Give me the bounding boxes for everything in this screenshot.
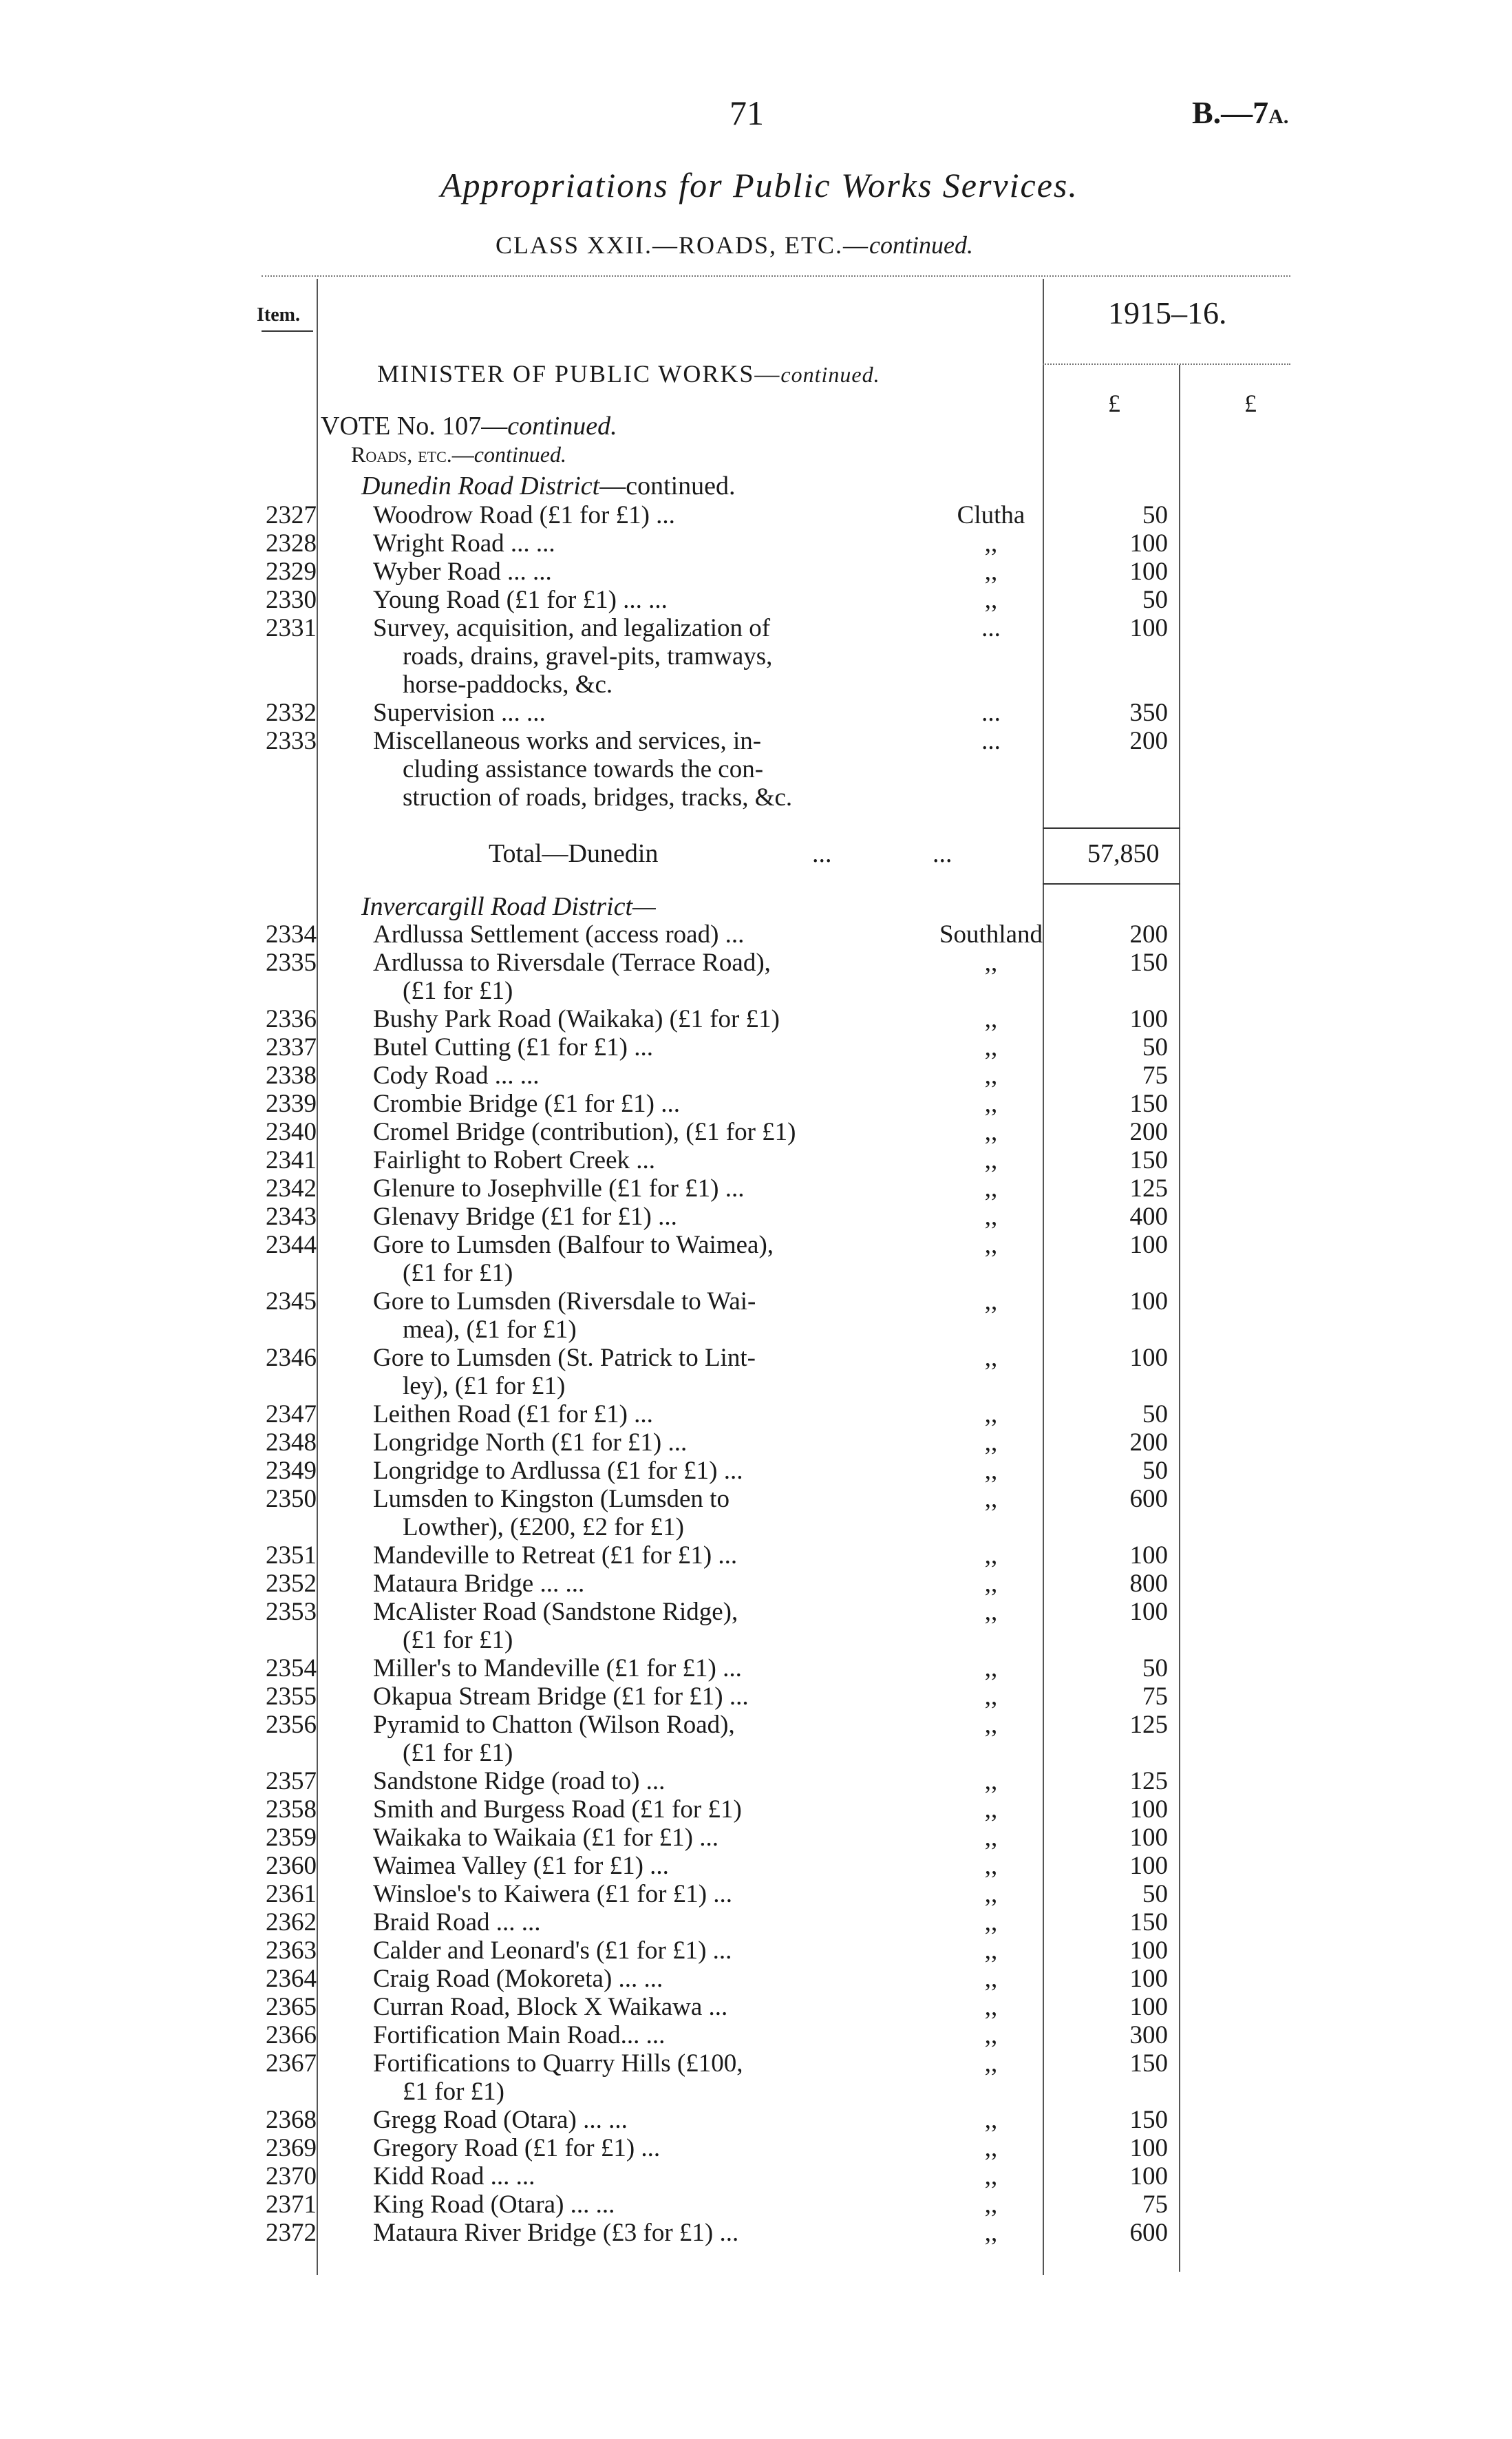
- total-amount: 57,850: [1087, 839, 1160, 868]
- item-number: 2329: [266, 558, 317, 586]
- item-description: Curran Road, Block X Waikawa ...: [373, 1993, 728, 2021]
- invercargill-district-heading: [361, 891, 656, 922]
- table-row: [0, 2190, 1512, 2219]
- county: ,,: [984, 1767, 998, 1795]
- item-description: Bushy Park Road (Waikaka) (£1 for £1): [373, 1005, 780, 1033]
- item-number: 2360: [266, 1852, 317, 1880]
- roads-subheading: [351, 442, 566, 467]
- item-number: 2348: [266, 1428, 317, 1457]
- table-row: [0, 1598, 1512, 1626]
- county: Southland: [939, 920, 1043, 949]
- county: ,,: [984, 2190, 998, 2219]
- item-description: Supervision ... ...: [373, 699, 546, 727]
- total-top-rule: [1043, 827, 1180, 829]
- amount: 150: [1129, 2106, 1168, 2134]
- county: ,,: [984, 1570, 998, 1598]
- table-row: [0, 1654, 1512, 1682]
- item-description-cont: cluding assistance towards the con-: [403, 755, 764, 783]
- county: ,,: [984, 2162, 998, 2190]
- county: ,,: [984, 1231, 998, 1259]
- item-description-cont: (£1 for £1): [403, 977, 513, 1005]
- amount: 50: [1142, 1880, 1168, 1908]
- item-description: Gore to Lumsden (St. Patrick to Lint-: [373, 1344, 756, 1372]
- item-number: 2331: [266, 614, 317, 642]
- item-description: Gore to Lumsden (Riversdale to Wai-: [373, 1287, 756, 1316]
- total-label: Total—Dunedin: [489, 839, 659, 868]
- document-reference: [1192, 94, 1288, 131]
- table-row: [0, 699, 1512, 727]
- amount: 125: [1129, 1711, 1168, 1739]
- pound-column-1-header: £: [1108, 390, 1120, 417]
- item-number: 2328: [266, 529, 317, 558]
- county: ,,: [984, 1005, 998, 1033]
- county: ,,: [984, 1795, 998, 1824]
- table-row: [0, 2219, 1512, 2247]
- county: ,,: [984, 1287, 998, 1316]
- item-description: Wyber Road ... ...: [373, 558, 552, 586]
- table-row: [0, 1090, 1512, 1118]
- amount: 200: [1129, 920, 1168, 949]
- item-description-cont: ley), (£1 for £1): [403, 1372, 566, 1400]
- amount: 600: [1129, 2219, 1168, 2247]
- item-description: Mandeville to Retreat (£1 for £1) ...: [373, 1541, 738, 1570]
- item-description: Mataura River Bridge (£3 for £1) ...: [373, 2219, 739, 2247]
- item-description: Cody Road ... ...: [373, 1062, 540, 1090]
- item-description: Miscellaneous works and services, in-: [373, 727, 762, 755]
- county: ...: [981, 699, 1001, 727]
- amount: 50: [1142, 1033, 1168, 1062]
- county: ,,: [984, 2106, 998, 2134]
- item-number: 2355: [266, 1682, 317, 1711]
- item-description: Fortifications to Quarry Hills (£100,: [373, 2049, 743, 2078]
- item-description-cont: (£1 for £1): [403, 1626, 513, 1654]
- county: ,,: [984, 1711, 998, 1739]
- table-row: [0, 949, 1512, 977]
- item-description-cont: (£1 for £1): [403, 1739, 513, 1767]
- amount: 125: [1129, 1767, 1168, 1795]
- table-row: [0, 1936, 1512, 1965]
- item-number: 2342: [266, 1174, 317, 1203]
- amount: 75: [1142, 2190, 1168, 2219]
- item-description: Young Road (£1 for £1) ... ...: [373, 586, 668, 614]
- table-row: [0, 2049, 1512, 2078]
- amount: 100: [1129, 1936, 1168, 1965]
- item-number: 2368: [266, 2106, 317, 2134]
- county: ,,: [984, 529, 998, 558]
- total-leader-dots: ...: [933, 839, 952, 868]
- table-row: [0, 1400, 1512, 1428]
- county: ,,: [984, 1682, 998, 1711]
- class-heading-cont: continued.: [869, 231, 974, 259]
- total-bottom-rule: [1043, 883, 1180, 885]
- item-description: Gore to Lumsden (Balfour to Waimea),: [373, 1231, 774, 1259]
- item-number: 2358: [266, 1795, 317, 1824]
- county: ,,: [984, 1457, 998, 1485]
- item-description: Ardlussa to Riversdale (Terrace Road),: [373, 949, 771, 977]
- county: ,,: [984, 1485, 998, 1513]
- item-description: Cromel Bridge (contribution), (£1 for £1): [373, 1118, 796, 1146]
- item-number: 2361: [266, 1880, 317, 1908]
- county: ,,: [984, 1852, 998, 1880]
- county: ,,: [984, 1400, 998, 1428]
- page-number: 71: [730, 94, 764, 132]
- table-row: [0, 1033, 1512, 1062]
- item-number: 2354: [266, 1654, 317, 1682]
- county: ,,: [984, 558, 998, 586]
- amount: 150: [1129, 1090, 1168, 1118]
- table-row: [0, 1146, 1512, 1174]
- table-row: [0, 920, 1512, 949]
- table-row: [0, 558, 1512, 586]
- amount: 50: [1142, 501, 1168, 529]
- amount: 400: [1129, 1203, 1168, 1231]
- item-number: 2357: [266, 1767, 317, 1795]
- item-column-header: Item.: [257, 304, 300, 326]
- item-description: Leithen Road (£1 for £1) ...: [373, 1400, 653, 1428]
- table-row: [0, 1682, 1512, 1711]
- amount: 75: [1142, 1682, 1168, 1711]
- table-row: [0, 1231, 1512, 1259]
- item-description: Crombie Bridge (£1 for £1) ...: [373, 1090, 680, 1118]
- table-row: [0, 1062, 1512, 1090]
- table-row: [0, 2162, 1512, 2190]
- table-row: [0, 1344, 1512, 1372]
- amount: 100: [1129, 1287, 1168, 1316]
- amount: 50: [1142, 586, 1168, 614]
- header-rule: [262, 275, 1290, 277]
- item-number: 2363: [266, 1936, 317, 1965]
- item-description: Ardlussa Settlement (access road) ...: [373, 920, 745, 949]
- item-description-cont: £1 for £1): [403, 2078, 504, 2106]
- year-underline: [1043, 363, 1290, 365]
- county: ,,: [984, 1654, 998, 1682]
- amount: 100: [1129, 1231, 1168, 1259]
- county: ,,: [984, 1824, 998, 1852]
- item-number: 2327: [266, 501, 317, 529]
- county: ,,: [984, 1118, 998, 1146]
- table-row: [0, 2134, 1512, 2162]
- item-number: 2371: [266, 2190, 317, 2219]
- item-number: 2359: [266, 1824, 317, 1852]
- item-description: Glenavy Bridge (£1 for £1) ...: [373, 1203, 677, 1231]
- item-description: Braid Road ... ...: [373, 1908, 541, 1936]
- table-row: [0, 1908, 1512, 1936]
- item-description: Winsloe's to Kaiwera (£1 for £1) ...: [373, 1880, 733, 1908]
- table-row: [0, 1570, 1512, 1598]
- county: ,,: [984, 1880, 998, 1908]
- table-row: [0, 1485, 1512, 1513]
- amount: 100: [1129, 1541, 1168, 1570]
- table-row: [0, 1457, 1512, 1485]
- item-description: Gregory Road (£1 for £1) ...: [373, 2134, 661, 2162]
- county: ,,: [984, 1541, 998, 1570]
- item-number: 2365: [266, 1993, 317, 2021]
- table-row: [0, 1767, 1512, 1795]
- table-row: [0, 1541, 1512, 1570]
- item-number: 2330: [266, 586, 317, 614]
- county: ,,: [984, 1428, 998, 1457]
- item-description: Waimea Valley (£1 for £1) ...: [373, 1852, 669, 1880]
- item-underline: [262, 330, 313, 332]
- item-number: 2370: [266, 2162, 317, 2190]
- amount: 100: [1129, 1824, 1168, 1852]
- county: ,,: [984, 1993, 998, 2021]
- item-number: 2350: [266, 1485, 317, 1513]
- item-description: Fortification Main Road... ...: [373, 2021, 666, 2049]
- item-number: 2367: [266, 2049, 317, 2078]
- amount: 100: [1129, 1598, 1168, 1626]
- amount: 50: [1142, 1654, 1168, 1682]
- amount: 100: [1129, 1965, 1168, 1993]
- item-number: 2340: [266, 1118, 317, 1146]
- county: ,,: [984, 1033, 998, 1062]
- item-description-cont: roads, drains, gravel-pits, tramways,: [403, 642, 773, 671]
- item-description-cont: struction of roads, bridges, tracks, &c.: [403, 783, 793, 812]
- amount: 150: [1129, 1908, 1168, 1936]
- item-description: Longridge North (£1 for £1) ...: [373, 1428, 688, 1457]
- item-number: 2343: [266, 1203, 317, 1231]
- ministry-heading-text: MINISTER OF PUBLIC WORKS—: [377, 360, 781, 388]
- item-description: Fairlight to Robert Creek ...: [373, 1146, 656, 1174]
- item-description-cont: horse-paddocks, &c.: [403, 671, 613, 699]
- amount: 100: [1129, 2162, 1168, 2190]
- amount: 200: [1129, 1428, 1168, 1457]
- amount: 100: [1129, 529, 1168, 558]
- amount: 150: [1129, 1146, 1168, 1174]
- table-row: [0, 1005, 1512, 1033]
- item-number: 2362: [266, 1908, 317, 1936]
- county: ,,: [984, 1203, 998, 1231]
- table-row: [0, 1852, 1512, 1880]
- item-description: Kidd Road ... ...: [373, 2162, 535, 2190]
- item-description: Wright Road ... ...: [373, 529, 555, 558]
- amount: 50: [1142, 1400, 1168, 1428]
- amount: 100: [1129, 2134, 1168, 2162]
- item-number: 2356: [266, 1711, 317, 1739]
- county: ,,: [984, 2134, 998, 2162]
- roads-subheading-text: Roads, etc.—: [351, 442, 474, 467]
- county: ,,: [984, 2049, 998, 2078]
- table-row: [0, 2021, 1512, 2049]
- item-number: 2372: [266, 2219, 317, 2247]
- class-heading: [496, 231, 973, 260]
- amount: 300: [1129, 2021, 1168, 2049]
- table-row: [0, 614, 1512, 642]
- doc-ref-main: B.—7: [1192, 95, 1269, 130]
- amount: 200: [1129, 727, 1168, 755]
- amount: 100: [1129, 558, 1168, 586]
- amount: 50: [1142, 1457, 1168, 1485]
- amount: 150: [1129, 949, 1168, 977]
- table-row: [0, 1711, 1512, 1739]
- county: ,,: [984, 1936, 998, 1965]
- table-row: [0, 586, 1512, 614]
- table-row: [0, 1287, 1512, 1316]
- class-heading-text: CLASS XXII.—ROADS, ETC.—: [496, 231, 870, 259]
- item-description: Okapua Stream Bridge (£1 for £1) ...: [373, 1682, 749, 1711]
- item-description-cont: mea), (£1 for £1): [403, 1316, 577, 1344]
- total-leader-dots: ...: [812, 839, 832, 868]
- item-description: Gregg Road (Otara) ... ...: [373, 2106, 628, 2134]
- item-number: 2364: [266, 1965, 317, 1993]
- item-description: Smith and Burgess Road (£1 for £1): [373, 1795, 742, 1824]
- item-description: Pyramid to Chatton (Wilson Road),: [373, 1711, 735, 1739]
- amount: 600: [1129, 1485, 1168, 1513]
- item-number: 2345: [266, 1287, 317, 1316]
- county: Clutha: [957, 501, 1025, 529]
- county: ,,: [984, 949, 998, 977]
- amount: 100: [1129, 1852, 1168, 1880]
- dunedin-district-name: Dunedin Road District: [361, 472, 600, 500]
- amount: 125: [1129, 1174, 1168, 1203]
- table-row: [0, 2106, 1512, 2134]
- table-row: [0, 1993, 1512, 2021]
- item-description-cont: Lowther), (£200, £2 for £1): [403, 1513, 684, 1541]
- county: ...: [981, 614, 1001, 642]
- item-number: 2352: [266, 1570, 317, 1598]
- item-number: 2332: [266, 699, 317, 727]
- item-number: 2337: [266, 1033, 317, 1062]
- amount: 100: [1129, 614, 1168, 642]
- amount: 100: [1129, 1993, 1168, 2021]
- vote-heading: [321, 411, 617, 441]
- item-number: 2366: [266, 2021, 317, 2049]
- item-number: 2336: [266, 1005, 317, 1033]
- table-row: [0, 1795, 1512, 1824]
- table-row: [0, 1174, 1512, 1203]
- item-number: 2344: [266, 1231, 317, 1259]
- item-number: 2369: [266, 2134, 317, 2162]
- item-number: 2353: [266, 1598, 317, 1626]
- county: ,,: [984, 2021, 998, 2049]
- county: ,,: [984, 1174, 998, 1203]
- amount: 75: [1142, 1062, 1168, 1090]
- item-number: 2335: [266, 949, 317, 977]
- item-description: Longridge to Ardlussa (£1 for £1) ...: [373, 1457, 743, 1485]
- item-description: King Road (Otara) ... ...: [373, 2190, 615, 2219]
- table-row: [0, 1428, 1512, 1457]
- item-description: Lumsden to Kingston (Lumsden to: [373, 1485, 730, 1513]
- county: ,,: [984, 1090, 998, 1118]
- amount: 350: [1129, 699, 1168, 727]
- item-number: 2334: [266, 920, 317, 949]
- county: ...: [981, 727, 1001, 755]
- item-description: McAlister Road (Sandstone Ridge),: [373, 1598, 738, 1626]
- item-description: Butel Cutting (£1 for £1) ...: [373, 1033, 653, 1062]
- county: ,,: [984, 1344, 998, 1372]
- table-row: [0, 1880, 1512, 1908]
- table-row: [0, 529, 1512, 558]
- year-column-header: 1915–16.: [1108, 295, 1227, 330]
- ministry-heading: [377, 359, 880, 388]
- page-title: Appropriations for Public Works Services.: [440, 166, 1078, 204]
- county: ,,: [984, 1146, 998, 1174]
- roads-subheading-cont: continued.: [473, 442, 566, 467]
- county: ,,: [984, 1965, 998, 1993]
- invercargill-district-name: Invercargill Road District—: [361, 892, 656, 921]
- item-description: Mataura Bridge ... ...: [373, 1570, 585, 1598]
- dunedin-district-heading: [361, 471, 736, 501]
- county: ,,: [984, 1062, 998, 1090]
- county: ,,: [984, 2219, 998, 2247]
- county: ,,: [984, 586, 998, 614]
- item-number: 2351: [266, 1541, 317, 1570]
- amount: 100: [1129, 1344, 1168, 1372]
- ministry-heading-cont: continued.: [780, 362, 880, 387]
- vote-heading-cont: continued.: [507, 412, 617, 441]
- amount: 200: [1129, 1118, 1168, 1146]
- item-description: Craig Road (Mokoreta) ... ...: [373, 1965, 663, 1993]
- item-description: Sandstone Ridge (road to) ...: [373, 1767, 666, 1795]
- item-description: Survey, acquisition, and legalization of: [373, 614, 771, 642]
- amount: 100: [1129, 1795, 1168, 1824]
- amount: 800: [1129, 1570, 1168, 1598]
- item-number: 2333: [266, 727, 317, 755]
- pound-column-2-header: £: [1244, 390, 1257, 417]
- item-number: 2338: [266, 1062, 317, 1090]
- item-number: 2346: [266, 1344, 317, 1372]
- table-row: [0, 1203, 1512, 1231]
- item-number: 2341: [266, 1146, 317, 1174]
- vote-heading-text: VOTE No. 107—: [321, 412, 508, 441]
- item-description: Woodrow Road (£1 for £1) ...: [373, 501, 675, 529]
- dunedin-district-cont: —continued.: [599, 472, 736, 500]
- item-description: Waikaka to Waikaia (£1 for £1) ...: [373, 1824, 718, 1852]
- table-row: [0, 1965, 1512, 1993]
- item-description: Miller's to Mandeville (£1 for £1) ...: [373, 1654, 742, 1682]
- item-description-cont: (£1 for £1): [403, 1259, 513, 1287]
- table-row: [0, 1118, 1512, 1146]
- item-description: Calder and Leonard's (£1 for £1) ...: [373, 1936, 732, 1965]
- table-row: [0, 1824, 1512, 1852]
- item-number: 2349: [266, 1457, 317, 1485]
- county: ,,: [984, 1598, 998, 1626]
- amount: 100: [1129, 1005, 1168, 1033]
- doc-ref-sub: A.: [1268, 105, 1289, 128]
- item-description: Glenure to Josephville (£1 for £1) ...: [373, 1174, 745, 1203]
- amount: 150: [1129, 2049, 1168, 2078]
- table-row: [0, 727, 1512, 755]
- table-row: [0, 501, 1512, 529]
- county: ,,: [984, 1908, 998, 1936]
- item-number: 2347: [266, 1400, 317, 1428]
- item-number: 2339: [266, 1090, 317, 1118]
